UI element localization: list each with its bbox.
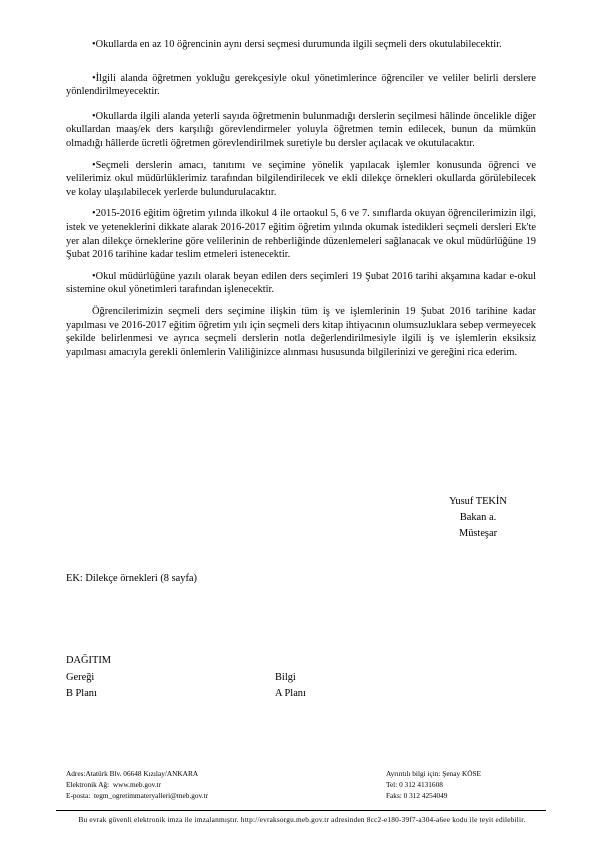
paragraph-text: 2015-2016 eğitim öğretim yılında ilkokul 4 ile ortaokul 5, 6 ve 7. sınıflarda okuyan öğrencilerimizin ilgi, istek ve yeteneklerini dikkate alarak 2016-2017 eğitim öğretim yılında okumak istedikleri seçmeli dersleri Ek'te yer alan dilekçe örneklerine göre velilerinin de rehberliğinde düzenlemeleri sağlanacak ve okul müdürlüğüne 19 Şubat 2016 tarihine kadar teslim etmeleri istenecektir.: [66, 208, 536, 261]
footer-email-line: [66, 790, 208, 801]
address-value: Atatürk Blv. 06648 Kızılay/ANKARA: [85, 769, 199, 778]
bullet-marker: •: [92, 72, 96, 84]
footer-divider: [56, 810, 546, 811]
body-paragraph-4: [66, 159, 536, 200]
distribution-block: [66, 653, 486, 703]
bullet-marker: •: [92, 159, 96, 171]
bullet-marker: •: [92, 39, 96, 50]
footer-contact-left: [66, 768, 208, 801]
paragraph-text: İlgili alanda öğretmen yokluğu gerekçesiyle okul yönetimlerince öğrenciler ve veliler belirli derslere yönlendirilmeyecektir.: [66, 72, 536, 98]
fax-label: Faks:: [386, 791, 402, 800]
body-paragraph-1: [66, 38, 536, 52]
body-paragraph-3: [66, 110, 536, 151]
footer-web-line: [66, 779, 208, 790]
attachment-line: EK: Dilekçe örnekleri (8 sayfa): [66, 573, 197, 584]
bullet-marker: •: [92, 208, 96, 220]
signatory-title: Müsteşar: [458, 528, 498, 539]
distribution-row: [66, 686, 486, 703]
phone-value: 0 312 4131608: [399, 780, 443, 789]
paragraph-text: Öğrencilerimizin seçmeli ders seçimine ilişkin tüm iş ve işlemlerinin 19 Şubat 2016 tarihine kadar yapılması ve 2016-2017 eğitim öğretim yılı için seçmeli ders kitap ihtiyacının olumsuzluklara sebep vermeyecek şekilde belirlenmesi ve ayrıca seçmeli derslerin notla değerlendirilmesiyle ilgili iş ve işlemlerin eksiksiz yapılması amacıyla gerekli önlemlerin Valiliğinizce alınması hususunda bilgilerinizi ve gereğini rica ederim.: [66, 305, 536, 358]
paragraph-text: Seçmeli derslerin amacı, tanıtımı ve seçimine yönelik yapılacak işlemler konusunda öğrenci ve velilerimiz okul müdürlüklerimiz tarafından bilgilendirilecek ve ekli dilekçe örnekleri okullarda görülebilecek ve kolay ulaşılabilecek yerlerde bulundurulacaktır.: [66, 159, 536, 198]
footer-fax-line: [386, 790, 481, 801]
web-value[interactable]: www.meb.gov.tr: [112, 780, 162, 789]
signatory-on-behalf: Bakan a.: [459, 512, 497, 523]
distribution-title: DAĞITIM: [66, 655, 112, 666]
contact-name: Şenay KÖSE: [442, 769, 482, 778]
body-paragraph-5: [66, 207, 536, 261]
footer-contact-person-line: [386, 768, 481, 779]
distribution-row: [66, 670, 486, 687]
distribution-plan-a: A Planı: [275, 688, 306, 699]
web-label: Elektronik Ağ:: [66, 780, 110, 789]
bullet-marker: •: [92, 270, 96, 282]
distribution-gerekli-label: Gereği: [66, 671, 95, 683]
footer-columns: [0, 768, 600, 808]
address-label: Adres:: [66, 769, 86, 778]
e-signature-verification-note: Bu evrak güvenli elektronik imza ile imzalanmıştır. http://evraksorgu.meb.gov.tr adresinden 8cc2-e180-39f7-a304-a6ee kodu ile teyit edilebilir.: [78, 815, 526, 824]
page-footer: [0, 768, 600, 848]
body-paragraph-7: [66, 305, 536, 359]
email-label: E-posta:: [66, 791, 91, 800]
fax-value: 0 312 4254049: [403, 791, 448, 800]
body-paragraph-6: [66, 270, 536, 297]
signatory-name: Yusuf TEKİN: [449, 496, 507, 507]
bullet-marker: •: [92, 110, 96, 122]
body-paragraph-2: [66, 72, 536, 99]
footer-phone-line: [386, 779, 481, 790]
contact-label: Ayrıntılı bilgi için:: [386, 769, 441, 778]
paragraph-text: Okullarda ilgili alanda yeterli sayıda öğretmenin bulunmadığı derslerin seçilmesi hâlinde öncelikle diğer okullardan maaş/ek ders karşılığı görevlendirmeler yoluyla öğretmen temin edilecek, bunun da mümkün olmadığı hâllerde ücretli öğretmen görevlendirilmek suretiyle bu dersler açılacak ve okutulacaktır.: [66, 110, 536, 149]
phone-label: Tel:: [386, 780, 398, 789]
paragraph-text: Okullarda en az 10 öğrencinin aynı dersi seçmesi durumunda ilgili seçmeli ders okutulabilecektir.: [95, 39, 502, 50]
signature-block: [398, 494, 558, 542]
paragraph-text: Okul müdürlüğüne yazılı olarak beyan edilen ders seçimleri 19 Şubat 2016 tarihi akşamına kadar e-okul sistemine okul yönetimleri tarafından işlenecektir.: [66, 270, 536, 296]
email-value[interactable]: tegm_ogretimmateryalleri@meb.gov.tr: [93, 791, 209, 800]
distribution-plan-b: B Planı: [66, 688, 97, 699]
footer-address-line: [66, 768, 208, 779]
distribution-bilgi-label: Bilgi: [275, 671, 296, 683]
letter-body: [66, 38, 536, 359]
footer-contact-right: [386, 768, 481, 801]
